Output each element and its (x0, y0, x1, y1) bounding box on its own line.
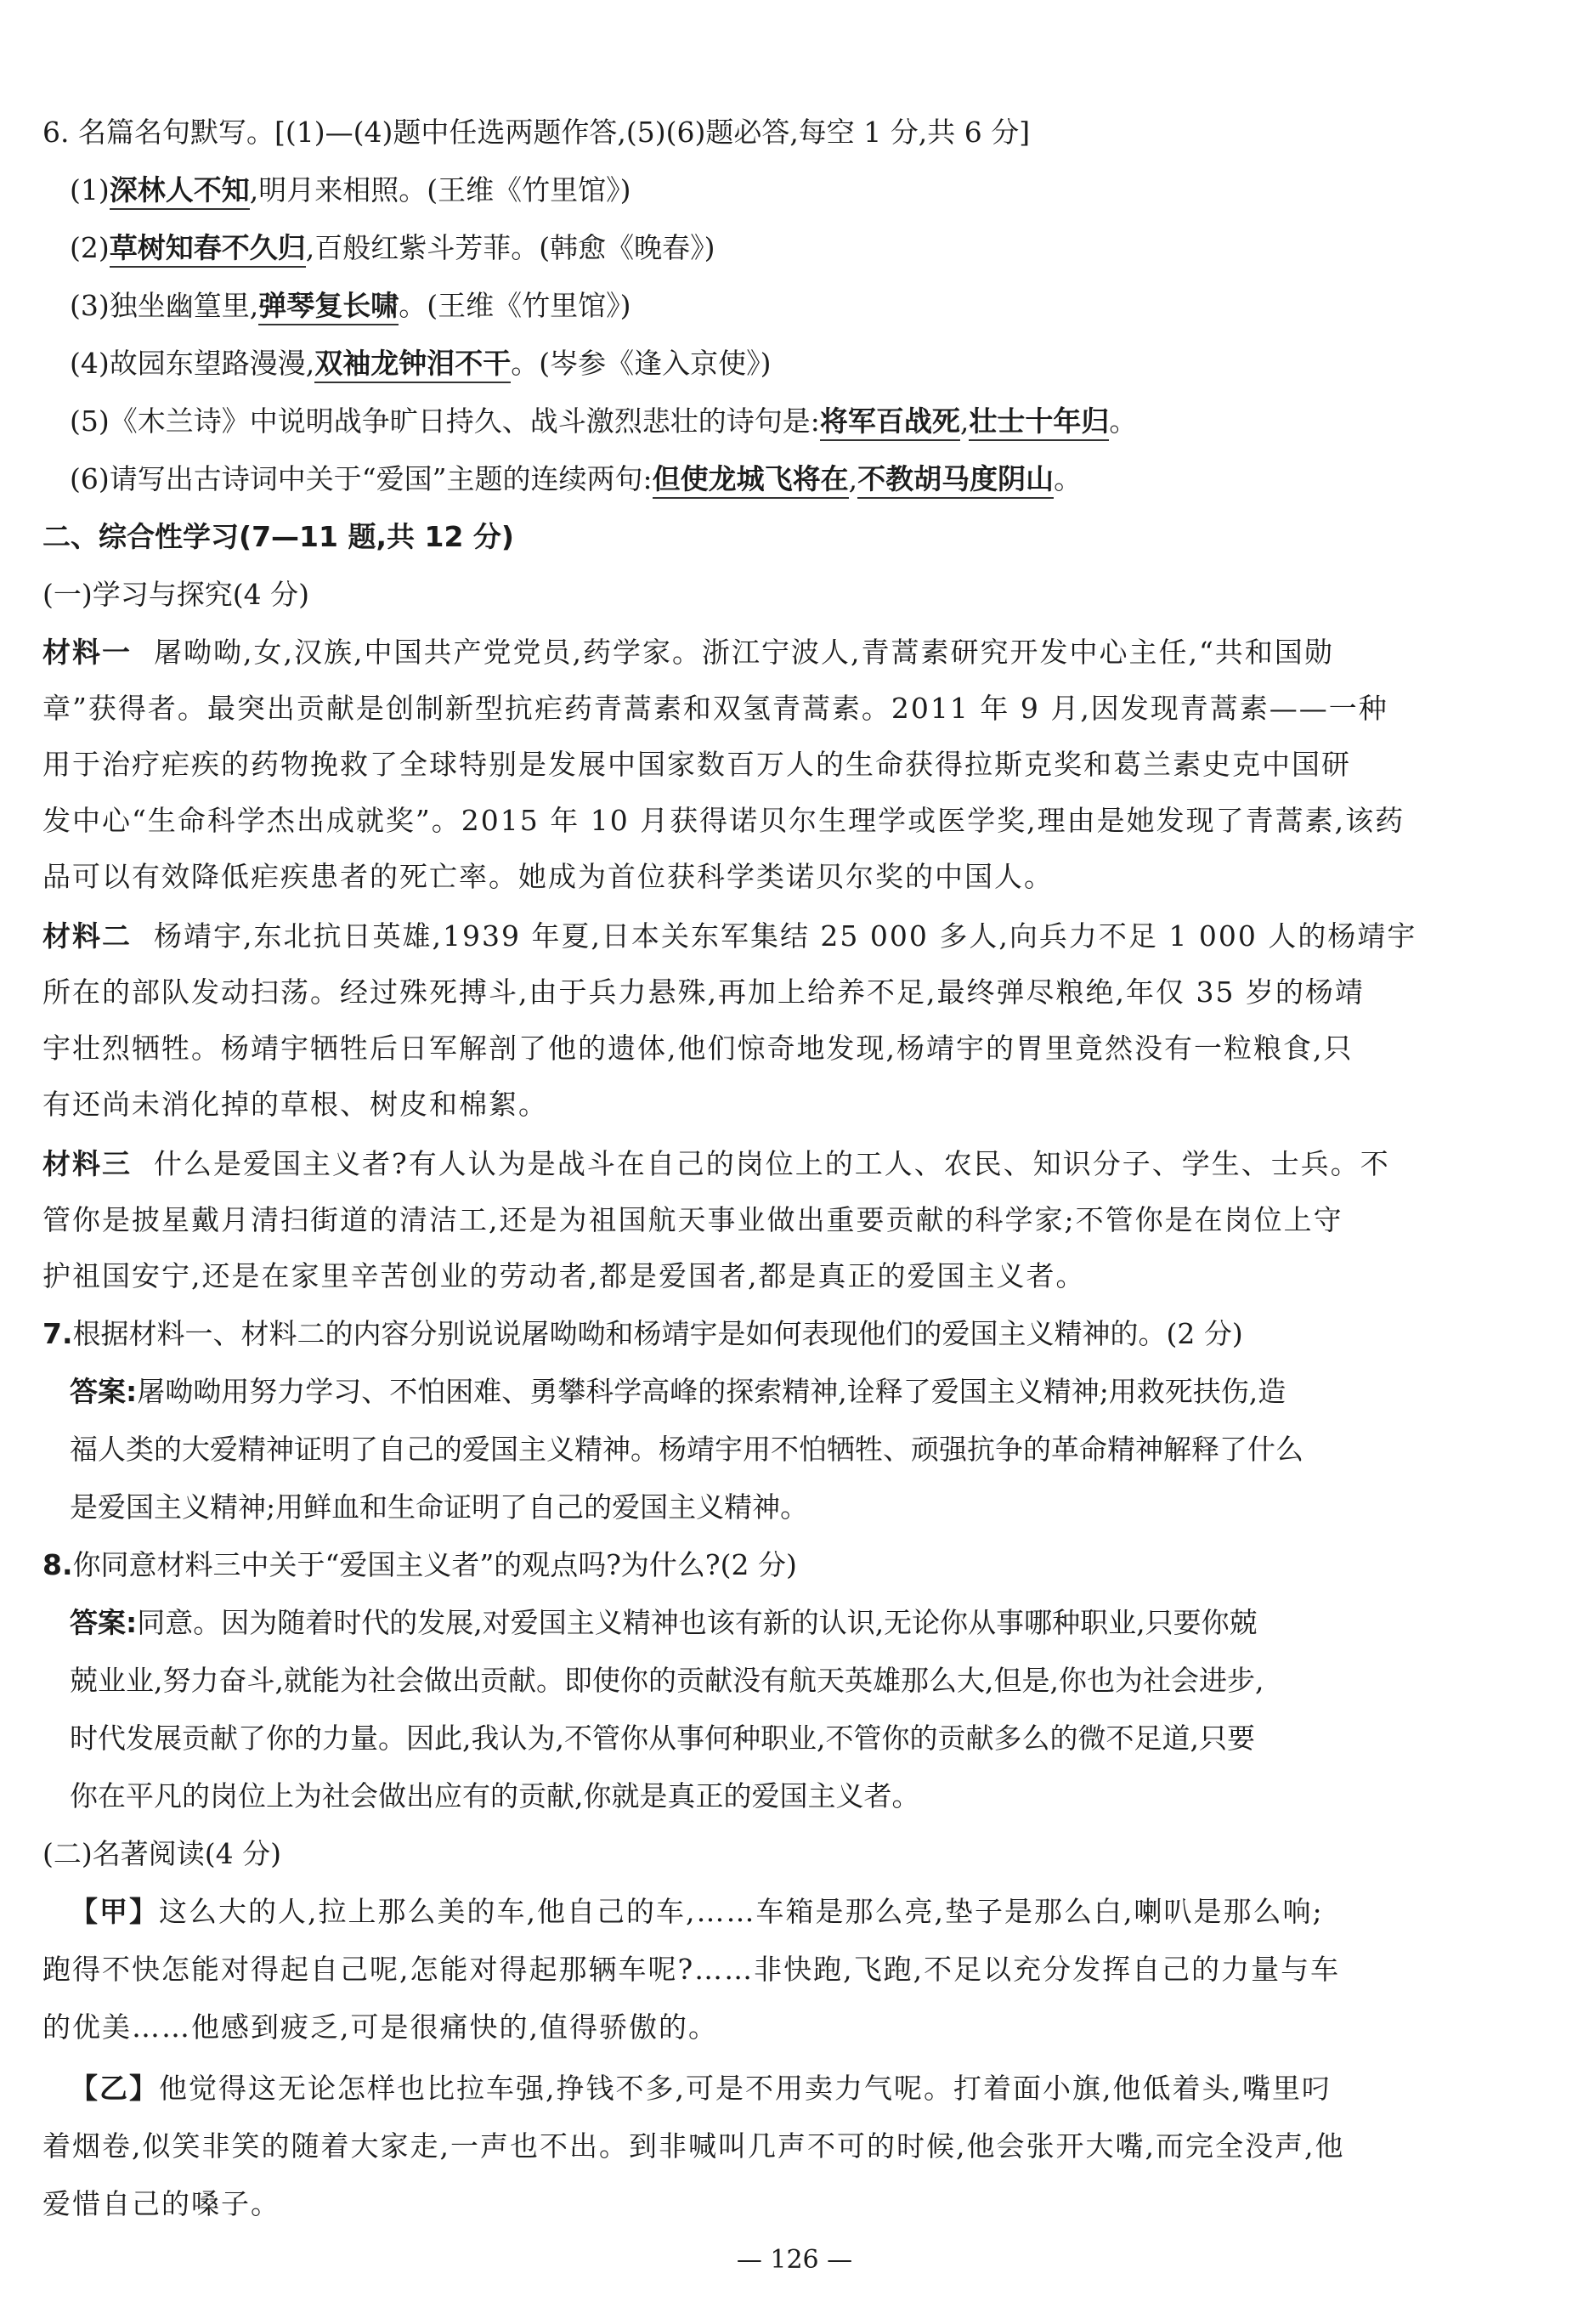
q8-answer-line-3: 时代发展贡献了你的力量。因此,我认为,不管你从事何种职业,不管你的贡献多么的微不足道,只要 (70, 1722, 1255, 1755)
q8-answer-line-4: 你在平凡的岗位上为社会做出应有的贡献,你就是真正的爱国主义者。 (70, 1779, 920, 1812)
q6-answer-1: 深林人不知 (110, 173, 250, 210)
section-2-title: 二、综合性学习(7—11 题,共 12 分) (42, 520, 514, 553)
excerpt-jia-line-1: 【甲】这么大的人,拉上那么美的车,他自己的车,……车箱是那么亮,垫子是那么白,喇叭是那么响; (70, 1895, 1324, 1928)
q8-answer-line-2: 兢业业,努力奋斗,就能为社会做出贡献。即使你的贡献没有航天英雄那么大,但是,你也为社会进步, (70, 1664, 1264, 1697)
q6-answer-5b: 壮士十年归 (969, 404, 1109, 441)
excerpt-jia-line-3: 的优美……他感到疲乏,可是很痛快的,值得骄傲的。 (42, 2010, 718, 2044)
material-1-line-4: 发中心“生命科学杰出成就奖”。2015 年 10 月获得诺贝尔生理学或医学奖,理由是她发现了青蒿素,该药 (42, 804, 1405, 837)
subsection-1-title: (一)学习与探究(4 分) (42, 578, 309, 611)
q8-question: 8.你同意材料三中关于“爱国主义者”的观点吗?为什么?(2 分) (42, 1548, 797, 1581)
q6-item-3: (3)独坐幽篁里,弹琴复长啸。(王维《竹里馆》) (70, 286, 1582, 326)
excerpt-jia-line-2: 跑得不快怎能对得起自己呢,怎能对得起那辆车呢?……非快跑,飞跑,不足以充分发挥自己的力量与车 (42, 1953, 1341, 1986)
q6-answer-3: 弹琴复长啸 (258, 289, 399, 325)
material-2-line-3: 宇壮烈牺牲。杨靖宇牺牲后日军解剖了他的遗体,他们惊奇地发现,杨靖宇的胃里竟然没有一粒粮食,只 (42, 1032, 1354, 1065)
excerpt-yi-line-3: 爱惜自己的嗓子。 (42, 2187, 280, 2220)
q6-item-6: (6)请写出古诗词中关于“爱国”主题的连续两句:但使龙城飞将在,不教胡马度阴山。 (70, 459, 1582, 500)
material-1-label: 材料一 (42, 636, 132, 669)
material-1-line-3: 用于治疗疟疾的药物挽救了全球特别是发展中国家数百万人的生命获得拉斯克奖和葛兰素史克中国研 (42, 748, 1351, 781)
q6-title: 6. 名篇名句默写。[(1)—(4)题中任选两题作答,(5)(6)题必答,每空 1 分,共 6 分] (42, 116, 1031, 149)
q8-answer-line-1: 答案:同意。因为随着时代的发展,对爱国主义精神也该有新的认识,无论你从事哪种职业,只要你兢 (70, 1606, 1258, 1639)
q6-answer-4: 双袖龙钟泪不干 (314, 347, 511, 383)
q6-item-1: (1)深林人不知,明月来相照。(王维《竹里馆》) (70, 170, 1582, 211)
material-1-line-5: 品可以有效降低疟疾患者的死亡率。她成为首位获科学类诺贝尔奖的中国人。 (42, 860, 1054, 893)
q6-answer-6b: 不教胡马度阴山 (857, 462, 1054, 499)
material-3-line-3: 护祖国安宁,还是在家里辛苦创业的劳动者,都是爱国者,都是真正的爱国主义者。 (42, 1259, 1086, 1292)
page-number: — 126 — (736, 2245, 853, 2275)
material-3-line-1: 材料三 什么是爱国主义者?有人认为是战斗在自己的岗位上的工人、农民、知识分子、学生、士兵。不 (42, 1147, 1390, 1180)
excerpt-yi-label: 【乙】 (70, 2072, 159, 2105)
excerpt-yi-line-2: 着烟卷,似笑非笑的随着大家走,一声也不出。到非喊叫几声不可的时候,他会张开大嘴,而完全没声,他 (42, 2129, 1345, 2163)
q7-answer-line-2: 福人类的大爱精神证明了自己的爱国主义精神。杨靖宇用不怕牺牲、顽强抗争的革命精神解释了什么 (70, 1433, 1303, 1466)
material-2-line-2: 所在的部队发动扫荡。经过殊死搏斗,由于兵力悬殊,再加上给养不足,最终弹尽粮绝,年仅 35 岁的杨靖 (42, 975, 1365, 1009)
q7-answer-label: 答案: (70, 1375, 138, 1408)
q8-answer-label: 答案: (70, 1606, 138, 1639)
q6-item-4: (4)故园东望路漫漫,双袖龙钟泪不干。(岑参《逢入京使》) (70, 343, 1582, 384)
q7-question: 7.根据材料一、材料二的内容分别说说屠呦呦和杨靖宇是如何表现他们的爱国主义精神的。(2 分) (42, 1317, 1243, 1350)
q6-item-2: (2)草树知春不久归,百般红紫斗芳菲。(韩愈《晚春》) (70, 228, 1582, 269)
material-1-line-2: 章”获得者。最突出贡献是创制新型抗疟药青蒿素和双氢青蒿素。2011 年 9 月,因发现青蒿素——一种 (42, 692, 1388, 725)
material-2-line-1: 材料二 杨靖宇,东北抗日英雄,1939 年夏,日本关东军集结 25 000 多人,向兵力不足 1 000 人的杨靖宇 (42, 919, 1417, 953)
material-3-label: 材料三 (42, 1147, 132, 1180)
subsection-2-title: (二)名著阅读(4 分) (42, 1837, 281, 1870)
material-3-line-2: 管你是披星戴月清扫街道的清洁工,还是为祖国航天事业做出重要贡献的科学家;不管你是在岗位上守 (42, 1203, 1343, 1236)
q6-item-5: (5)《木兰诗》中说明战争旷日持久、战斗激烈悲壮的诗句是:将军百战死,壮士十年归。 (70, 401, 1582, 442)
excerpt-yi-line-1: 【乙】他觉得这无论怎样也比拉车强,挣钱不多,可是不用卖力气呢。打着面小旗,他低着头,嘴里叼 (70, 2072, 1332, 2105)
q7-answer-line-3: 是爱国主义精神;用鲜血和生命证明了自己的爱国主义精神。 (70, 1490, 809, 1524)
material-2-label: 材料二 (42, 919, 132, 953)
q6-answer-2: 草树知春不久归 (110, 231, 306, 268)
q6-answer-6a: 但使龙城飞将在 (653, 462, 849, 499)
material-2-line-4: 有还尚未消化掉的草根、树皮和棉絮。 (42, 1088, 548, 1121)
q7-answer-line-1: 答案:屠呦呦用努力学习、不怕困难、勇攀科学高峰的探索精神,诠释了爱国主义精神;用救死扶伤,造 (70, 1375, 1286, 1408)
q6-answer-5a: 将军百战死 (820, 404, 960, 441)
excerpt-jia-label: 【甲】 (70, 1895, 159, 1928)
material-1-line-1: 材料一 屠呦呦,女,汉族,中国共产党党员,药学家。浙江宁波人,青蒿素研究开发中心主任,“共和国勋 (42, 636, 1334, 669)
